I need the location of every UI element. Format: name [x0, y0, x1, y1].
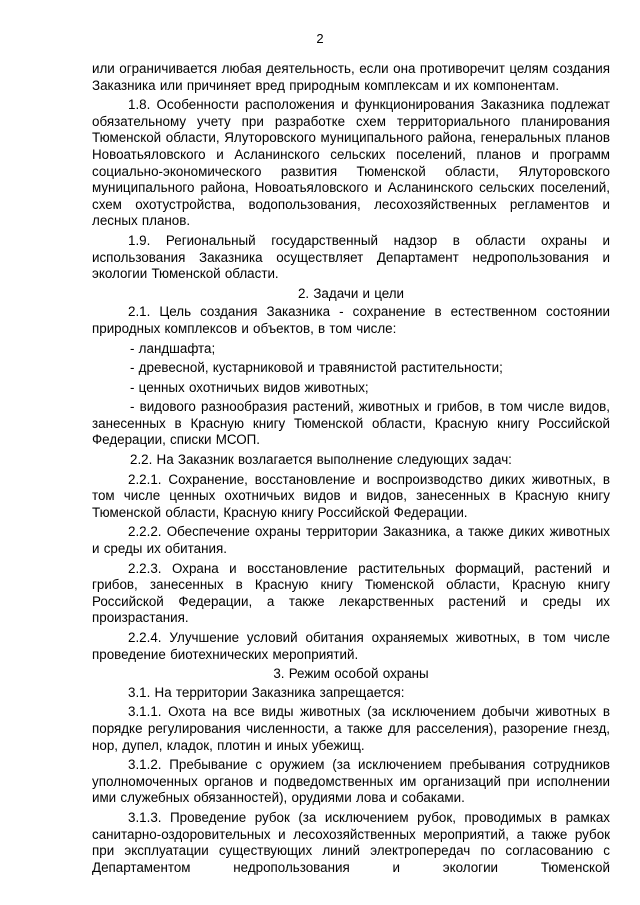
paragraph: 2.2.3. Охрана и восстановление растительных формаций, растений и грибов, занесенных в Красную книгу Тюменской области, Красную книгу Российской Федерации, а также лекарственных растений и среды их произрастания.	[92, 560, 610, 626]
document-body	[92, 61, 610, 876]
paragraph: - ценных охотничьих видов животных;	[130, 379, 369, 395]
paragraph: 3.1.2. Пребывание с оружием (за исключением пребывания сотрудников уполномоченных органов и подведомственных им организаций при исполнении ими служебных обязанностей), орудиями лова и собаками.	[92, 757, 610, 806]
paragraph: 2.2. На Заказник возлагается выполнение следующих задач:	[130, 452, 512, 468]
paragraph: 1.8. Особенности расположения и функционирования Заказника подлежат обязательному учету при разработке схем территориального планирования Тюменской области, Ялуторовского муниципального района, генеральных планов Новоатьяловского и Асланинского сельских поселений, планов и программ социально-экономического развития Тюменской области, Ялуторовского муниципального района, Новоатьяловского и Асланинского сельских поселений, схем охотустройства, водопользования, лесохозяйственных регламентов и лесных планов.	[92, 97, 610, 229]
paragraph: 3.1.3. Проведение рубок (за исключением рубок, проводимых в рамках санитарно-оздоровительных и лесохозяйственных мероприятий, а также рубок при эксплуатации существующих линий электропередач по согласованию с Департаментом недропользования и экологии Тюменской	[92, 809, 610, 875]
paragraph: 2.2.1. Сохранение, восстановление и воспроизводство диких животных, в том числе ценных охотничьих видов и видов, занесенных в Красную книгу Тюменской области, Красную книгу Российской Федерации.	[92, 471, 610, 520]
paragraph: 2.2.4. Улучшение условий обитания охраняемых животных, в том числе проведение биотехнических мероприятий.	[92, 630, 610, 662]
paragraph: или ограничивается любая деятельность, если она противоречит целям создания Заказника или причиняет вред природным комплексам и их компонентам.	[92, 61, 610, 93]
paragraph: - древесной, кустарниковой и травянистой растительности;	[130, 360, 503, 376]
section-heading: 2. Задачи и цели	[297, 285, 405, 301]
paragraph: 2.2.2. Обеспечение охраны территории Заказника, а также диких животных и среды их обитания.	[92, 524, 610, 557]
paragraph: 3.1. На территории Заказника запрещается:	[128, 684, 405, 700]
paragraph: 1.9. Региональный государственный надзор в области охраны и использования Заказника осуществляет Департамент недропользования и экологии Тюменской области.	[92, 232, 610, 282]
paragraph: 2.1. Цель создания Заказника - сохранение в естественном состоянии природных комплексов и объектов, в том числе:	[92, 304, 610, 336]
section-heading: 3. Режим особой охраны	[273, 666, 429, 682]
page-number: 2	[316, 31, 324, 46]
paragraph: 3.1.1. Охота на все виды животных (за исключением добычи животных в порядке регулирования численности, а также для расселения), разорение гнезд, нор, дупел, кладок, плотин и иных убежищ.	[92, 704, 610, 753]
paragraph: - видового разнообразия растений, животных и грибов, в том числе видов, занесенных в Красную книгу Тюменской области, Красную книгу Российской Федерации, списки МСОП.	[92, 399, 610, 448]
paragraph: - ландшафта;	[130, 340, 216, 356]
